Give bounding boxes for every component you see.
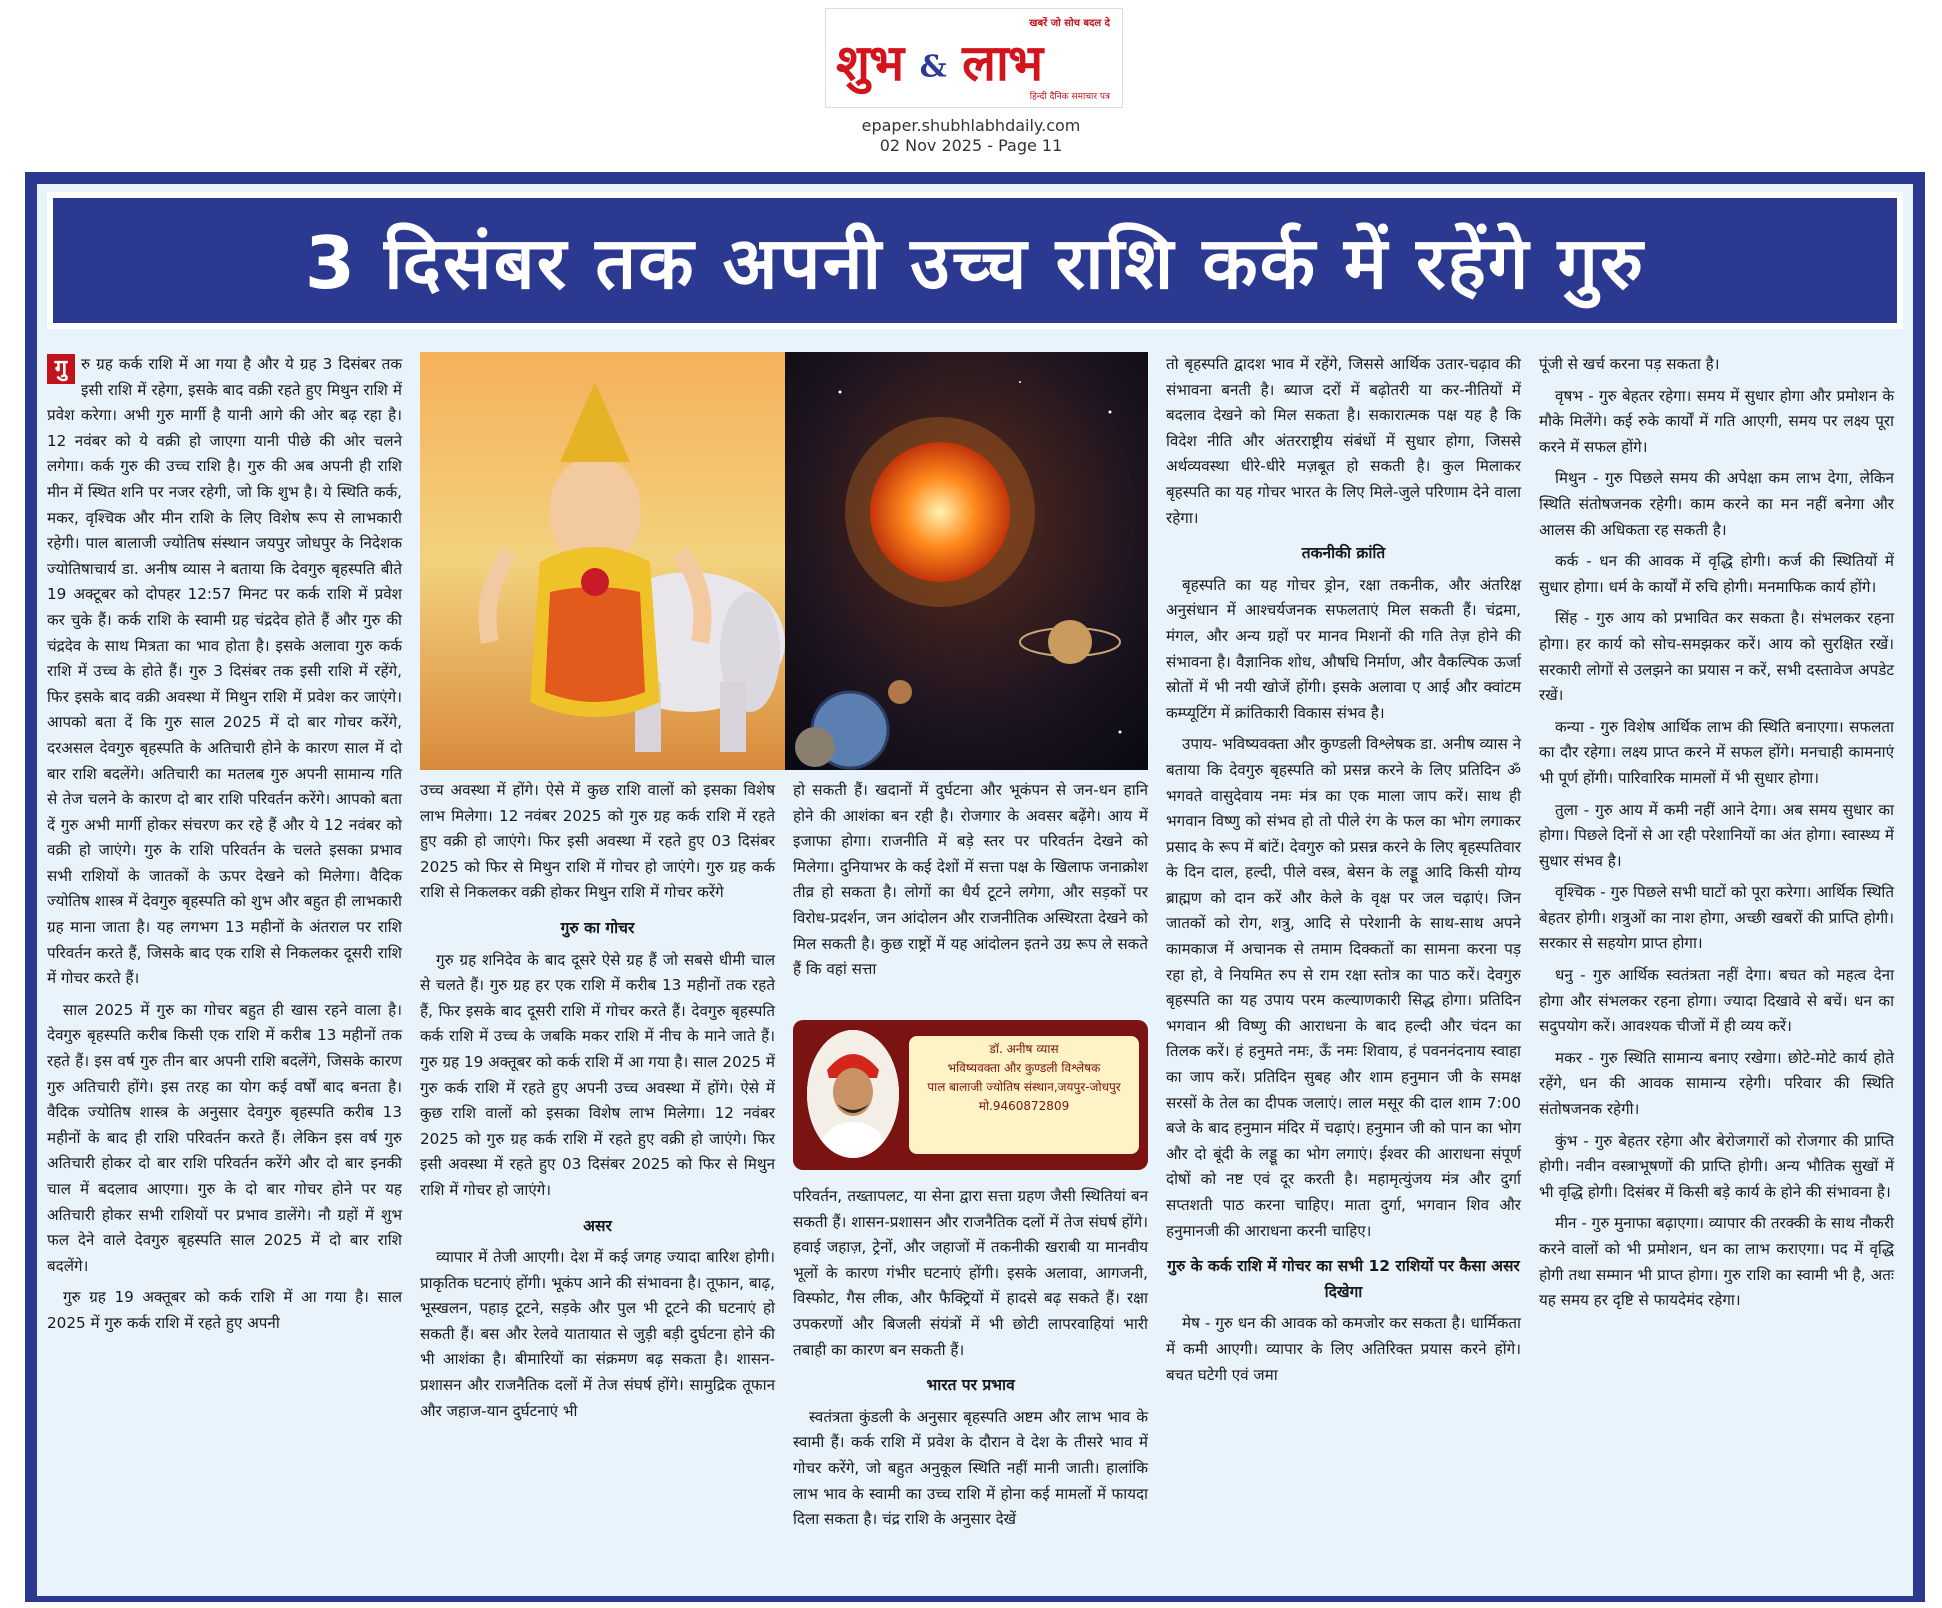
headline-box [47, 192, 1903, 329]
column-4 [1166, 352, 1521, 1394]
column-1 [47, 352, 402, 1343]
site-url[interactable]: epaper.shubhlabhdaily.com [861, 116, 1081, 135]
brand-logo [836, 27, 1042, 95]
brand-left: शुभ [836, 33, 904, 92]
rashi-item: वृषभ - गुरु बेहतर रहेगा। समय में सुधार होगा और प्रमोशन के मौके मिलेंगे। कई रुके कार्यों में गति आएगी, समय पर लक्ष्य पूरा करने में सफल होंगे। [1539, 386, 1894, 456]
author-phone: मो.9460872809 [978, 1099, 1070, 1113]
rashi-item: सिंह - गुरु आय को प्रभावित कर सकता है। संभलकर रहना होगा। हर कार्य को सोच-समझकर करें। आय को सुरक्षित रखें। सरकारी लोगों से उलझने का प्रयास न करें, सभी दस्तावेज अपडेट रखें। [1539, 609, 1894, 705]
author-org: पाल बालाजी ज्योतिष संस्थान,जयपुर-जोधपुर [927, 1080, 1121, 1094]
article-frame [25, 172, 1925, 1602]
rashi-item: कर्क - धन की आवक में वृद्धि होगी। कर्ज की स्थितियों में सुधार होगा। धर्म के कार्यों में रुचि होगी। मनमाफिक कार्य होंगे। [1539, 552, 1894, 596]
date-page: 02 Nov 2025 - Page 11 [879, 136, 1063, 155]
rashi-item: तुला - गुरु आय में कमी नहीं आने देगा। अब समय सुधार का होगा। पिछले दिनों से आ रही परेशानियों का अंत होगा। स्वास्थ्य में सुधार संभव है। [1539, 800, 1894, 870]
section-heading: असर [583, 1216, 612, 1235]
paragraph: उपाय- भविष्यवक्ता और कुण्डली विश्लेषक डा. अनीष व्यास ने बताया कि देवगुरु बृहस्पति को प्रसन्न करने के लिए प्रतिदिन ॐ भगवते वासुदेवाय नमः मंत्र का एक माला जाप करें। साथ ही भगवान विष्णु को संभव हो तो पीले रंग के फल का भोग लगाकर प्रसाद के रूप में बांटें। देवगुरु को प्रसन्न करने के लिए बृहस्पतिवार के दिन दाल, हल्दी, पीले वस्त्र, बेसन के लड्डू आदि किसी योग्य ब्राह्मण को दान करें और केले के वृक्ष पर जल चढ़ाएं। जिन जातकों को रोग, शत्रु, आदि से परेशानी के साथ-साथ अपने कामकाज में अचानक से तमाम दिक्कतों का सामना करना पड़ रहा हो, वे नियमित रुप से राम रक्षा स्तोत्र का पाठ करें। देवगुरु बृहस्पति का यह उपाय परम कल्याणकारी सिद्ध होगा। प्रतिदिन भगवान श्री विष्णु की आराधना के बाद हल्दी और चंदन का तिलक करें। हं हनुमते नमः, ऊँ नमः शिवाय, हं पवननंदनाय स्वाहा का जाप करें। प्रतिदिन सुबह और शाम हनुमान जी के समक्ष सरसों के तेल का दीपक जलाएं। लाल मसूर की दाल शाम 7:00 बजे के बाद हनुमान मंदिर में चढ़ाएं। हनुमान जी को पान का भोग और दो बूंदी के लड्डू का भोग लगाएं। ईश्वर की आराधना संपूर्ण दोषों को नष्ट एवं दूर करती है। महामृत्युंजय मंत्र और दुर्गा सप्तशती पाठ करना चाहिए। माता दुर्गा, भगवान शिव और हनुमानजी की आराधना करनी चाहिए। [1166, 735, 1521, 1240]
brand-subtitle: हिन्दी दैनिक समाचार पत्र [1029, 92, 1110, 102]
rashi-item: वृश्चिक - गुरु पिछले सभी घाटों को पूरा करेगा। आर्थिक स्थिति बेहतर होगी। शत्रुओं का नाश होगा, अच्छी खबरों की प्राप्ति होगी। सरकार से सहयोग प्राप्त होगा। [1539, 883, 1894, 953]
author-box [793, 1020, 1148, 1170]
paragraph: तो बृहस्पति द्वादश भाव में रहेंगे, जिससे आर्थिक उतार-चढ़ाव की संभावना बनती है। ब्याज दरों में बढ़ोतरी या कर-नीतियों में बदलाव देखने को मिल सकता है। सकारात्मक पक्ष यह है कि विदेश नीति और अंतरराष्ट्रीय संबंधों में सुधार होगा, जिससे अर्थव्यवस्था धीरे-धीरे मज़बूत हो सकती है। कुल मिलाकर बृहस्पति का यह गोचर भारत के लिए मिले-जुले परिणाम देने वाला रहेगा। [1166, 355, 1521, 527]
paragraph: उच्च अवस्था में होंगे। ऐसे में कुछ राशि वालों को इसका विशेष लाभ मिलेगा। 12 नवंबर 2025 को गुरु ग्रह कर्क राशि में रहते हुए वक्री हो जाएंगे। फिर इसी अवस्था में रहते हुए 03 दिसंबर 2025 को फिर से मिथुन राशि में गोचर हो जाएंगे। गुरु ग्रह कर्क राशि से निकलकर वक्री होकर मिथुन राशि में गोचर करेंगे [420, 781, 775, 902]
rashi-item: मिथुन - गुरु पिछले समय की अपेक्षा कम लाभ देगा, लेकिन स्थिति संतोषजनक रहेगी। काम करने का मन नहीं बनेगा और आलस की अधिकता रह सकती है। [1539, 469, 1894, 539]
section-heading: तकनीकी क्रांति [1301, 544, 1386, 563]
author-title: भविष्यवक्ता और कुण्डली विश्लेषक [947, 1061, 1101, 1075]
paragraph-text: रु ग्रह कर्क राशि में आ गया है और ये ग्रह 3 दिसंबर तक इसी राशि में रहेगा, इसके बाद वक्री रहते हुए मिथुन राशि में प्रवेश करेगा। अभी गुरु मार्गी है यानी आगे की ओर बढ़ रहा है। 12 नवंबर को ये वक्री हो जाएगा यानी पीछे की ओर चलने लगेगा। कर्क गुरु की उच्च राशि है। गुरु की अब अपनी ही राशि मीन में स्थित शनि पर नजर रहेगी, जो कि शुभ है। ये स्थिति कर्क, मकर, वृश्चिक और मीन राशि के लिए विशेष रूप से लाभकारी रहेगी। पाल बालाजी ज्योतिष संस्थान जयपुर जोधपुर के निदेशक ज्योतिषाचार्य डा. अनीष व्यास ने बताया कि देवगुरु बृहस्पति बीते 19 अक्टूबर को दोपहर 12:57 मिनट पर कर्क राशि में प्रवेश कर चुके हैं। कर्क राशि के स्वामी ग्रह चंद्रदेव होते हैं और गुरु की चंद्रदेव के साथ मित्रता का भाव होता है। इसके अलावा गुरु कर्क राशि में उच्च के होते हैं। गुरु 3 दिसंबर तक इसी राशि में रहेंगे, फिर इसके बाद वक्री अवस्था में मिथुन राशि में प्रवेश कर जाएंगे। आपको बता दें कि गुरु साल 2025 में दो बार गोचर करेंगे, दरअसल देवगुरु बृहस्पति के अतिचारी होने के कारण साल में दो बार राशि बदलेंगे। अतिचारी का मतलब गुरु अपनी सामान्य गति से तेज चलने के कारण दो बार राशि परिवर्तन करेंगे। आपको बता दें गुरु अभी मार्गी होकर संचरण कर रहे हैं और ये 12 नवंबर को वक्री हो जाएंगे। गुरु के राशि परिवर्तन के चलते इसका प्रभाव सभी राशियों के जातकों के ऊपर देखने को मिलेगा। वैदिक ज्योतिष शास्त्र में देवगुरु बृहस्पति को शुभ और बहुत ही लाभकारी ग्रह माना जाता है। यह लगभग 13 महीनों के अंतराल पर राशि परिवर्तन करते हैं, जिसके बाद एक राशि से निकलकर दूसरी राशि में गोचर करते हैं। [47, 355, 402, 988]
rashi-item: कुंभ - गुरु बेहतर रहेगा और बेरोजगारों को रोजगार की प्राप्ति होगी। नवीन वस्त्राभूषणों की प्राप्ति होगी। अन्य भौतिक सुखों में भी वृद्धि होगी। दिसंबर में किसी बड़े कार्य के होने की संभावना है। [1539, 1131, 1894, 1201]
paragraph: स्वतंत्रता कुंडली के अनुसार बृहस्पति अष्टम और लाभ भाव के स्वामी हैं। कर्क राशि में प्रवेश के दौरान वे देश के तीसरे भाव में गोचर करेंगे, जो बहुत अनुकूल स्थिति नहीं मानी जाती। हालांकि लाभ भाव के स्वामी का उच्च राशि में होना कई मामलों में फायदा दिला सकता है। चंद्र राशि के अनुसार देखें [793, 1407, 1148, 1529]
drop-cap: गु [47, 354, 75, 384]
rashi-item: कन्या - गुरु विशेष आर्थिक लाभ की स्थिति बनाएगा। सफलता का दौर रहेगा। लक्ष्य प्राप्त करने में सफल होंगे। मनचाही कामनाएं भी पूर्ण होंगी। पारिवारिक मामलों में भी सुधार होगा। [1539, 717, 1894, 787]
section-heading: गुरु का गोचर [560, 918, 635, 937]
paragraph: गुरु ग्रह 19 अक्तूबर को कर्क राशि में आ गया है। साल 2025 में गुरु कर्क राशि में रहते हुए अपनी [47, 1288, 402, 1332]
brand-tagline: खबरें जो सोच बदल दे [1029, 18, 1110, 29]
author-card [909, 1036, 1139, 1154]
page-title: 3 दिसंबर तक अपनी उच्च राशि कर्क में रहेंगे गुरु [304, 220, 1646, 305]
rashi-item: मकर - गुरु स्थिति सामान्य बनाए रखेगा। छोटे-मोटे कार्य होते रहेंगे, धन की आवक सामान्य रहेगी। परिवार की स्थिति संतोषजनक रहेगी। [1539, 1048, 1894, 1119]
paragraph: गुरु ग्रह शनिदेव के बाद दूसरे ऐसे ग्रह हैं जो सबसे धीमी चाल से चलते हैं। गुरु ग्रह हर एक राशि में करीब 13 महीनों तक रहते हैं, फिर इसके बाद दूसरी राशि में गोचर करते हैं। देवगुरु बृहस्पति कर्क राशि में उच्च के जबकि मकर राशि में नीच के माने जाते हैं। गुरु ग्रह 19 अक्तूबर को कर्क राशि में आ गया है। साल 2025 में गुरु कर्क राशि में रहते हुए अपनी उच्च अवस्था में होंगे। ऐसे में कुछ राशि वालों को इसका विशेष लाभ मिलेगा। 12 नवंबर 2025 को गुरु ग्रह कर्क राशि में रहते हुए वक्री हो जाएंगे। फिर इसी अवस्था में रहते हुए 03 दिसंबर 2025 को फिर से मिथुन राशि में गोचर हो जाएंगे। [420, 950, 775, 1199]
column-5 [1539, 352, 1894, 1320]
paragraph: मेष - गुरु धन की आवक को कमजोर कर सकता है। धार्मिकता में कमी आएगी। व्यापार के लिए अतिरिक्त प्रयास करने होंगे। बचत घटेगी एवं जमा [1166, 1314, 1521, 1384]
paragraph: व्यापार में तेजी आएगी। देश में कई जगह ज्यादा बारिश होगी। प्राकृतिक घटनाएं होंगी। भूकंप आने की संभावना है। तूफान, बाढ़, भूस्खलन, पहाड़ टूटने, सड़के और पुल भी टूटने की घटनाएं हो सकती हैं। बस और रेलवे यातायात से जुड़ी बड़ी दुर्घटना होने की भी आशंका है। बीमारियों का संक्रमण बढ़ सकता है। शासन-प्रशासन और राजनैतिक दलों में तेज संघर्ष होंगे। सामुद्रिक तूफान और जहाज-यान दुर्घटनाएं भी [420, 1248, 775, 1420]
section-heading: गुरु के कर्क राशि में गोचर का सभी 12 राशियों पर कैसा असर दिखेगा [1167, 1257, 1520, 1301]
headline-banner [53, 198, 1897, 323]
paragraph: साल 2025 में गुरु का गोचर बहुत ही खास रहने वाला है। देवगुरु बृहस्पति करीब किसी एक राशि में करीब 13 महीनों तक रहते हैं। इस वर्ष गुरु तीन बार अपनी राशि बदलेंगे, जिसके कारण गुरु अतिचारी होंगे। इस तरह का योग कई वर्षों बाद बनता है। वैदिक ज्योतिष शास्त्र के अनुसार देवगुरु बृहस्पति करीब 13 महीनों के बाद ही राशि परिवर्तन करते हैं। लेकिन इस वर्ष गुरु अतिचारी होकर दो बार राशि परिवर्तन करेंगे और दो बार इनकी चाल में बदलाव आएगा। गुरु के दो बार गोचर होने पर यह अतिचारी होकर सभी राशियों पर प्रभाव डालेंगे। नौ ग्रहों में शुभ फल देने वाले देवगुरु बृहस्पति साल 2025 में दो बार राशि बदलेंगे। [47, 1000, 402, 1275]
column-2 [420, 778, 775, 1430]
brand-right: लाभ [962, 33, 1043, 92]
paragraph: हो सकती हैं। खदानों में दुर्घटना और भूकंपन से जन-धन हानि होने की आशंका बन रही है। रोजगार के अवसर बढ़ेंगे। आय में इजाफा होगा। राजनीति में बड़े स्तर पर परिवर्तन देखने को मिलेगा। दुनियाभर के कई देशों में सत्ता पक्ष के खिलाफ जनाक्रोश तीव्र हो सकता है। लोगों का धैर्य टूटने लगेगा, और सड़कों पर विरोध-प्रदर्शन, जन आंदोलन और राजनीतिक अस्थिरता देखने को मिल सकती है। कुछ राष्ट्रों में यह आंदोलन इतने उग्र रूप ले सकते हैं कि वहां सत्ता [793, 781, 1148, 979]
column-3 [793, 778, 1148, 989]
article-panel [37, 184, 1913, 1596]
column-3-lower [793, 1184, 1148, 1539]
paragraph: पूंजी से खर्च करना पड़ सकता है। [1539, 355, 1720, 373]
rashi-item: धनु - गुरु आर्थिक स्वतंत्रता नहीं देगा। बचत को महत्व देना होगा और संभलकर रहना होगा। ज्यादा दिखावे से बचें। धन का सदुपयोग करें। आवश्यक चीजों में ही व्यय करें। [1539, 966, 1894, 1036]
rashi-item: मीन - गुरु मुनाफा बढ़ाएगा। व्यापार की तरक्की के साथ नौकरी करने वालों को भी प्रमोशन, धन का लाभ कराएगा। पद में वृद्धि होगी तथा सम्मान भी प्राप्त होगा। गुरु राशि का स्वामी भी है, अतः यह समय हर दृष्टि से फायदेमंद रहेगा। [1539, 1214, 1894, 1310]
masthead-logo [825, 8, 1123, 108]
section-heading: भारत पर प्रभाव [926, 1376, 1015, 1395]
ganesh-logo-icon: & [919, 49, 946, 85]
paragraph: बृहस्पति का यह गोचर ड्रोन, रक्षा तकनीक, और अंतरिक्ष अनुसंधान में आश्चर्यजनक सफलताएं मिल सकती हैं। चंद्रमा, मंगल, और अन्य ग्रहों पर मानव मिशनों की गति तेज़ होने की संभावना है। वैज्ञानिक शोध, औषधि निर्माण, और वैकल्पिक ऊर्जा स्रोतों में भी नयी खोजें होंगी। इसके अलावा ए आई और क्वांटम कम्प्यूटिंग में क्रांतिकारी विकास संभव है। [1166, 575, 1521, 722]
paragraph: परिवर्तन, तख्तापलट, या सेना द्वारा सत्ता ग्रहण जैसी स्थितियां बन सकती हैं। शासन-प्रशासन और राजनैतिक दलों में तेज संघर्ष होंगे। हवाई जहाज़, ट्रेनों, और जहाजों में तकनीकी खराबी या मानवीय भूलों के कारण गंभीर घटनाएं होंगी। इसके अलावा, आगजनी, विस्फोट, गैस लीक, और फैक्ट्रियों में हादसे बढ़ सकते हैं। रक्षा उपकरणों और बिजली संयंत्रों में भी छोटी लापरवाहियां भारी तबाही का कारण बन सकती हैं। [793, 1187, 1148, 1359]
author-avatar-icon [807, 1030, 899, 1158]
article-photo [420, 352, 1148, 770]
paragraph [47, 352, 402, 992]
jupiter-deity-illustration [420, 352, 1148, 770]
author-name: डॉ. अनीष व्यास [989, 1042, 1059, 1056]
author-photo [807, 1030, 899, 1158]
